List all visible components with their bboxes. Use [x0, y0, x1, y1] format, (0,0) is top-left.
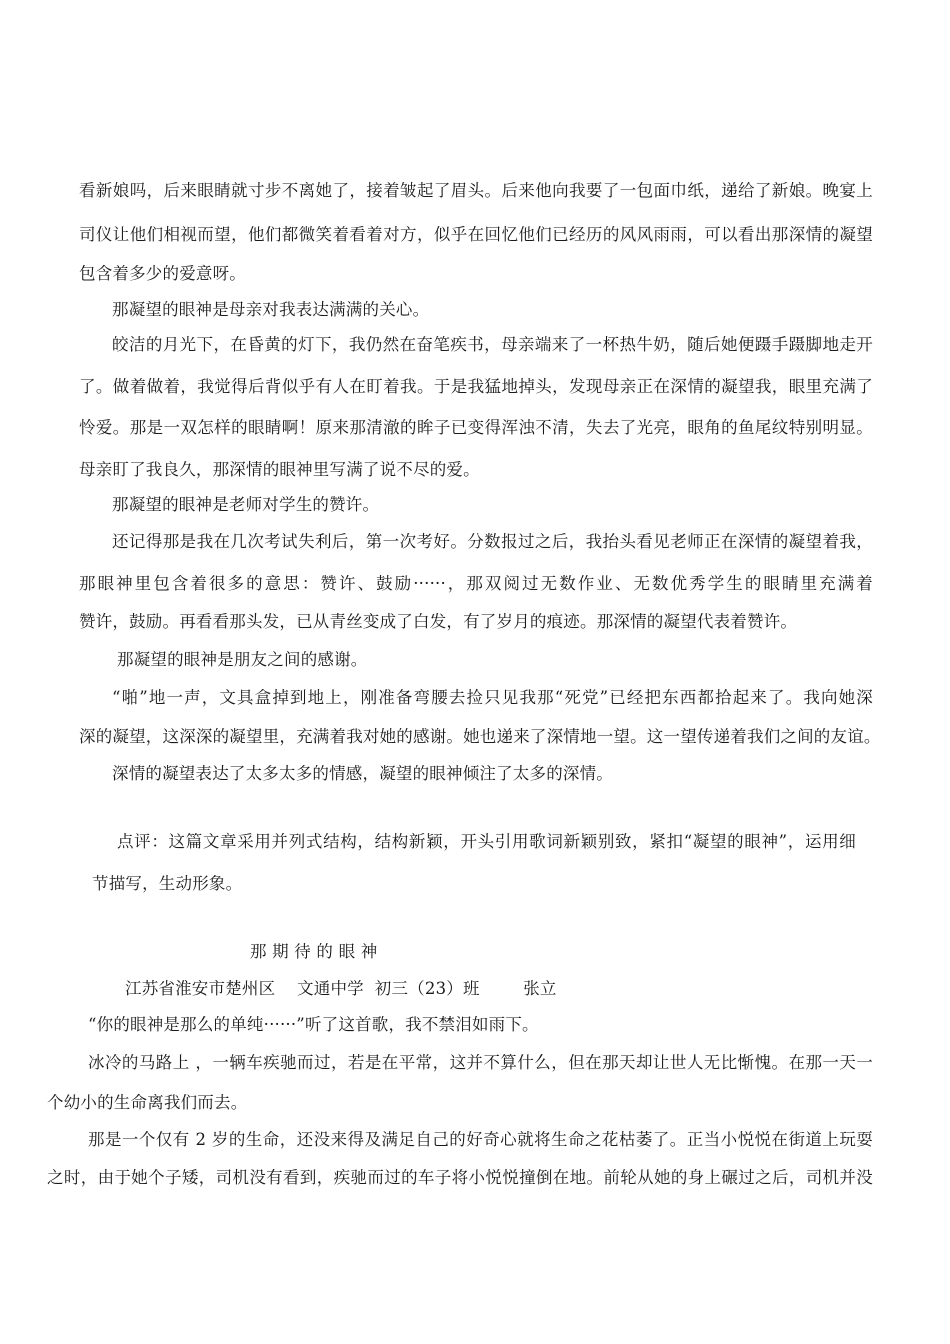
paragraph-line: 皎洁的月光下，在昏黄的灯下，我仍然在奋笔疾书，母亲端来了一杯热牛奶，随后她便蹑手蹑脚地走开 [112, 335, 873, 354]
comment-line: 节描写，生动形象。 [92, 874, 243, 893]
paragraph-line: 那是一个仅有 2 岁的生命，还没来得及满足自己的好奇心就将生命之花枯萎了。正当小悦悦在街道上玩耍 [88, 1130, 873, 1149]
paragraph-line: 那眼神里包含着很多的意思：赞许、鼓励······，那双阅过无数作业、无数优秀学生的眼睛里充满着 [79, 574, 873, 593]
paragraph-line: “啪”地一声，文具盒掉到地上，刚准备弯腰去捡只见我那“死党”已经把东西都拾起来了。我向她深 [112, 688, 873, 707]
paragraph-line: 那凝望的眼神是老师对学生的赞许。 [112, 495, 380, 514]
paragraph-line: “你的眼神是那么的单纯······”听了这首歌，我不禁泪如雨下。 [88, 1015, 539, 1034]
paragraph-line: 怜爱。那是一双怎样的眼睛啊！原来那清澈的眸子已变得浑浊不清，失去了光亮，眼角的鱼尾纹特别明显。 [79, 418, 873, 437]
paragraph-line: 还记得那是我在几次考试失利后，第一次考好。分数报过之后，我抬头看见老师正在深情的凝望着我， [112, 532, 873, 551]
essay-byline: 江苏省淮安市楚州区 文通中学 初三（23）班 张立 [125, 979, 557, 998]
paragraph-line: 那凝望的眼神是朋友之间的感谢。 [117, 650, 368, 669]
paragraph-line: 了。做着做着，我觉得后背似乎有人在盯着我。于是我猛地掉头，发现母亲正在深情的凝望我，眼里充满了 [79, 377, 873, 396]
paragraph-line: 赞许，鼓励。再看看那头发，已从青丝变成了白发，有了岁月的痕迹。那深情的凝望代表着赞许。 [79, 612, 798, 631]
paragraph-line: 深的凝望，这深深的凝望里，充满着我对她的感谢。她也递来了深情地一望。这一望传递着我们之间的友谊。 [79, 727, 881, 746]
comment-line: 点评：这篇文章采用并列式结构，结构新颖，开头引用歌词新颖别致，紧扣“凝望的眼神”，运用细 [117, 832, 856, 851]
essay-title: 那 期 待 的 眼 神 [250, 942, 378, 961]
paragraph-line: 那凝望的眼神是母亲对我表达满满的关心。 [112, 300, 430, 319]
paragraph-line: 看新娘吗，后来眼睛就寸步不离她了，接着皱起了眉头。后来他向我要了一包面巾纸，递给了新娘。晚宴上 [79, 181, 873, 200]
paragraph-line: 深情的凝望表达了太多太多的情感，凝望的眼神倾注了太多的深情。 [112, 764, 613, 783]
paragraph-line: 包含着多少的爱意呀。 [79, 264, 246, 283]
paragraph-line: 司仪让他们相视而望，他们都微笑着看着对方，似乎在回忆他们已经历的风风雨雨，可以看出那深情的凝望 [79, 225, 873, 244]
paragraph-line: 个幼小的生命离我们而去。 [47, 1093, 248, 1112]
paragraph-line: 之时，由于她个子矮，司机没有看到，疾驰而过的车子将小悦悦撞倒在地。前轮从她的身上碾过之后，司机并没 [47, 1168, 873, 1187]
paragraph-line: 冰冷的马路上 ，一辆车疾驰而过，若是在平常，这并不算什么，但在那天却让世人无比惭愧。在那一天一 [88, 1053, 873, 1072]
paragraph-line: 母亲盯了我良久，那深情的眼神里写满了说不尽的爱。 [79, 460, 480, 479]
